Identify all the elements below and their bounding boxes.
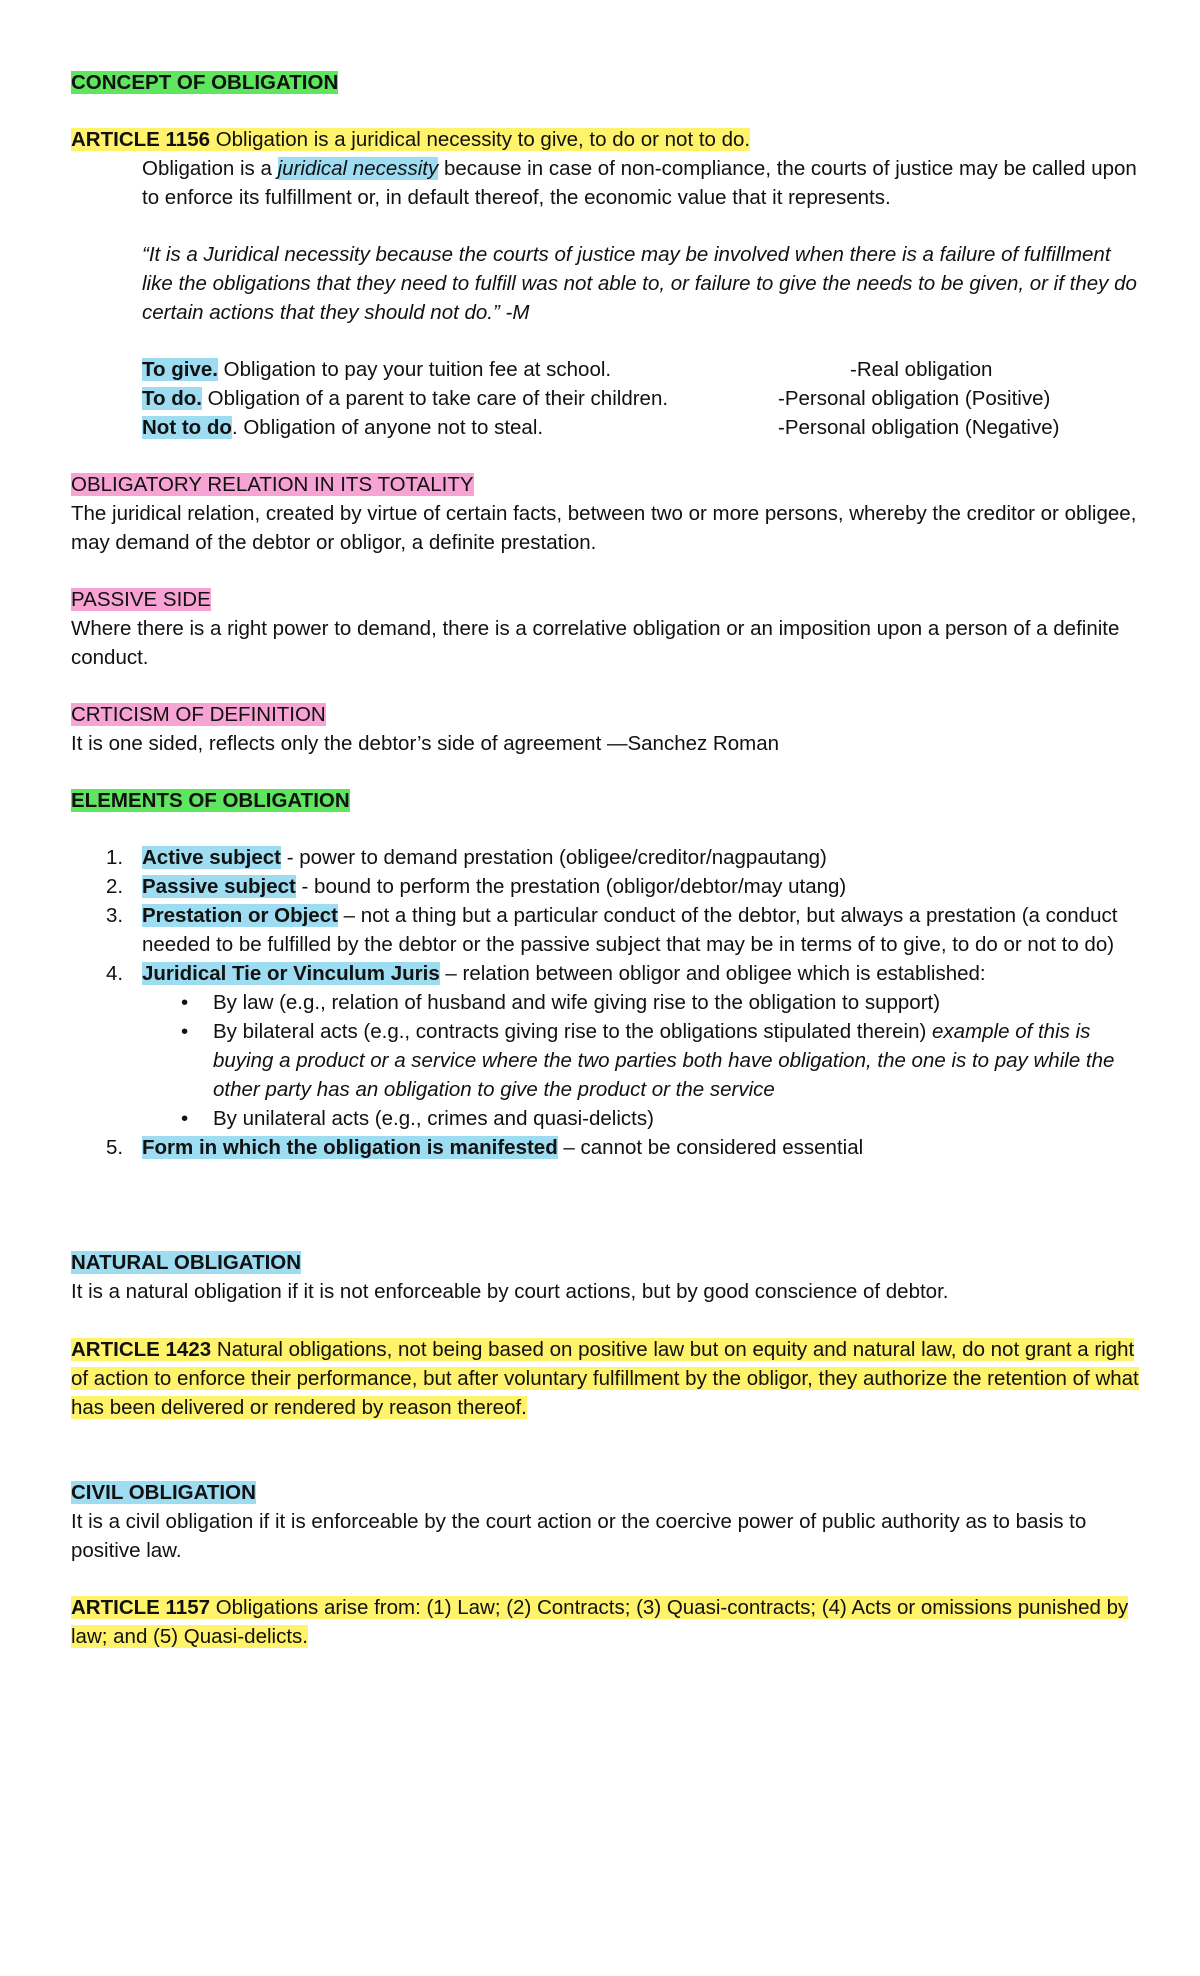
list-item: 2. Passive subject - bound to perform the prestation (obligor/debtor/may utang)	[106, 875, 847, 898]
list-item: 3. Prestation or Object – not a thing but a particular conduct of the debtor, but always a prestation (a conduct needed to be fulfilled by the debtor or the passive subject that may be in terms of to give, to do or not to do)	[106, 904, 1118, 956]
passive-text: Where there is a right power to demand, there is a correlative obligation or an imposition upon a person of a definite conduct.	[71, 617, 1120, 669]
elements-list	[71, 843, 1151, 1162]
juridical-necessity-term: juridical necessity	[277, 157, 439, 180]
civil-text: It is a civil obligation if it is enforceable by the court action or the coercive power of public authority as to basis to positive law.	[71, 1510, 1087, 1562]
civil-heading: CIVIL OBLIGATION	[71, 1481, 256, 1504]
sub-bullets	[71, 988, 1151, 1133]
bullet-icon: •	[181, 991, 189, 1014]
article-1156: ARTICLE 1156 Obligation is a juridical necessity to give, to do or not to do.	[71, 128, 751, 151]
quote-paragraph: “It is a Juridical necessity because the courts of justice may be involved when there is a failure of fulfillment like the obligations that they need to fulfill was not able to, or failure to give the needs to be given, or if they do certain actions that they should not do.” -M	[142, 243, 1137, 324]
article-1157: ARTICLE 1157 Obligations arise from: (1) Law; (2) Contracts; (3) Quasi-contracts; (4) Acts or omissions punished by law; and (5) Quasi-delicts.	[71, 1596, 1129, 1648]
kinds-list	[142, 355, 1142, 442]
criticism-text: It is one sided, reflects only the debtor’s side of agreement —Sanchez Roman	[71, 732, 780, 755]
passive-heading: PASSIVE SIDE	[71, 588, 211, 611]
relation-text: The juridical relation, created by virtue of certain facts, between two or more persons, whereby the creditor or obligee, may demand of the debtor or obligor, a definite prestation.	[71, 502, 1137, 554]
relation-heading: OBLIGATORY RELATION IN ITS TOTALITY	[71, 473, 474, 496]
bullet-item: • By bilateral acts (e.g., contracts giving rise to the obligations stipulated therein) example of this is buying a product or a service where the two parties both have obligation, the one is to pay while the other party has an obligation to give the product or the service	[71, 1017, 1151, 1104]
natural-heading: NATURAL OBLIGATION	[71, 1251, 302, 1274]
list-item: 1. Active subject - power to demand prestation (obligee/creditor/nagpautang)	[106, 846, 827, 869]
article-1423: ARTICLE 1423 Natural obligations, not being based on positive law but on equity and natural law, do not grant a right of action to enforce their performance, but after voluntary fulfillment by the obligor, they authorize the retention of what has been delivered or rendered by reason thereof.	[71, 1338, 1139, 1419]
kind-row: To do. Obligation of a parent to take care of their children. -Personal obligation (Positive)	[142, 387, 1051, 410]
natural-text: It is a natural obligation if it is not enforceable by court actions, but by good conscience of debtor.	[71, 1280, 949, 1303]
list-item: 4. Juridical Tie or Vinculum Juris – relation between obligor and obligee which is established:	[106, 962, 986, 985]
elements-heading: ELEMENTS OF OBLIGATION	[71, 789, 350, 812]
bullet-item: • By law (e.g., relation of husband and wife giving rise to the obligation to support)	[71, 988, 1151, 1017]
list-item: 5. Form in which the obligation is manifested – cannot be considered essential	[106, 1136, 864, 1159]
bullet-item: • By unilateral acts (e.g., crimes and quasi-delicts)	[71, 1104, 1151, 1133]
kind-row: Not to do. Obligation of anyone not to steal. -Personal obligation (Negative)	[142, 416, 1060, 439]
kind-row: To give. Obligation to pay your tuition fee at school. -Real obligation	[142, 358, 993, 381]
obligation-definition: Obligation is a juridical necessity because in case of non-compliance, the courts of justice may be called upon to enforce its fulfillment or, in default thereof, the economic value that it represents.	[142, 157, 1137, 209]
bullet-icon: •	[181, 1020, 189, 1043]
criticism-heading: CRTICISM OF DEFINITION	[71, 703, 326, 726]
concept-heading: CONCEPT OF OBLIGATION	[71, 71, 339, 94]
bullet-icon: •	[181, 1107, 189, 1130]
